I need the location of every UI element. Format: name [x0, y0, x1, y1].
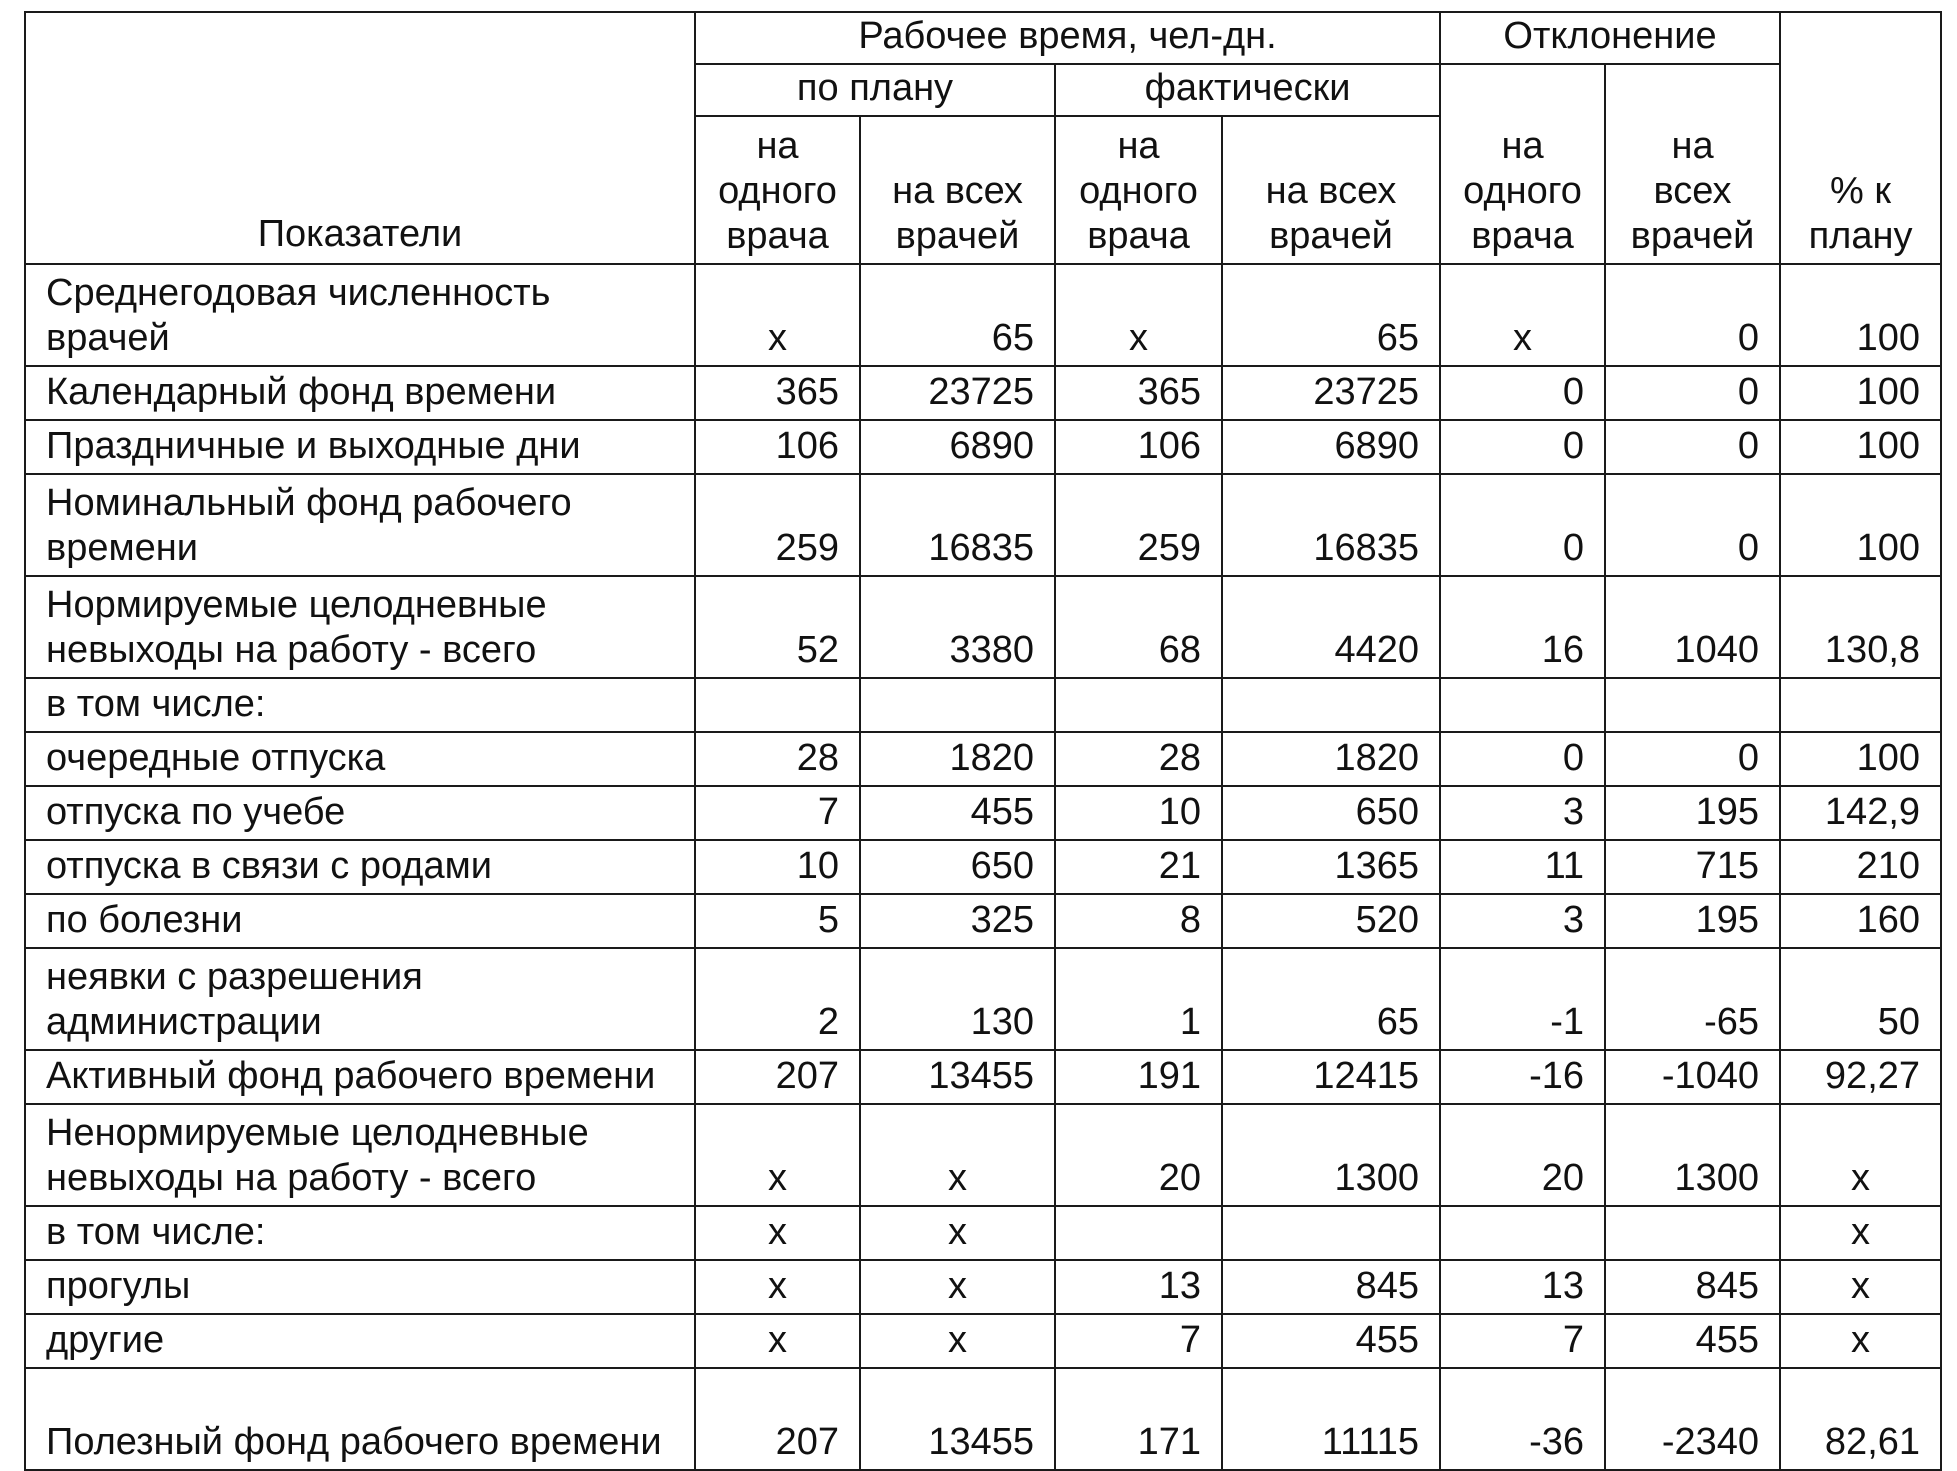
fact-all-doctors-cell: 11115: [1222, 1368, 1440, 1470]
plan-all-doctors-cell: 16835: [860, 474, 1055, 576]
dev-per-doctor-cell: 0: [1440, 474, 1605, 576]
table-row: [25, 1206, 1941, 1260]
dev-per-doctor-cell: 7: [1440, 1314, 1605, 1368]
dev-all-doctors-cell: 455: [1605, 1314, 1780, 1368]
dev-all-doctors-cell: [1605, 1206, 1780, 1260]
indicator-label: в том числе:: [25, 1206, 695, 1260]
plan-per-doctor-cell: 365: [695, 366, 860, 420]
fact-per-doctor-cell: 28: [1055, 732, 1222, 786]
table-header: [25, 12, 1941, 264]
indicator-label: Номинальный фонд рабочего времени: [25, 474, 695, 576]
dev-per-doctor-cell: 3: [1440, 786, 1605, 840]
table-row: [25, 1368, 1941, 1470]
pct-plan-cell: 100: [1780, 366, 1941, 420]
dev-all-doctors-cell: [1605, 678, 1780, 732]
plan-all-doctors-cell: 325: [860, 894, 1055, 948]
table-row: [25, 732, 1941, 786]
dev-all-doctors-cell: 0: [1605, 732, 1780, 786]
fact-per-doctor-cell: 10: [1055, 786, 1222, 840]
plan-all-doctors-cell: x: [860, 1104, 1055, 1206]
fact-per-doctor-cell: 68: [1055, 576, 1222, 678]
fact-all-doctors-cell: 12415: [1222, 1050, 1440, 1104]
plan-all-doctors-cell: 65: [860, 264, 1055, 366]
table-row: [25, 264, 1941, 366]
dev-per-doctor-cell: 11: [1440, 840, 1605, 894]
table-row: [25, 948, 1941, 1050]
fact-per-doctor-cell: 191: [1055, 1050, 1222, 1104]
plan-all-doctors-cell: [860, 678, 1055, 732]
pct-plan-cell: 92,27: [1780, 1050, 1941, 1104]
fact-all-doctors-cell: 65: [1222, 264, 1440, 366]
dev-per-doctor-cell: 3: [1440, 894, 1605, 948]
plan-all-doctors-cell: x: [860, 1314, 1055, 1368]
pct-plan-cell: 100: [1780, 264, 1941, 366]
fact-all-doctors-cell: 6890: [1222, 420, 1440, 474]
fact-all-doctors-cell: 4420: [1222, 576, 1440, 678]
fact-per-doctor-cell: 365: [1055, 366, 1222, 420]
dev-per-doctor-cell: [1440, 678, 1605, 732]
working-time-table: [24, 11, 1942, 1471]
dev-all-doctors-cell: -65: [1605, 948, 1780, 1050]
table-row: [25, 420, 1941, 474]
plan-per-doctor-cell: 10: [695, 840, 860, 894]
plan-all-doctors-cell: 23725: [860, 366, 1055, 420]
header-pct-plan: % к плану: [1780, 12, 1941, 264]
fact-all-doctors-cell: 1300: [1222, 1104, 1440, 1206]
plan-per-doctor-cell: 207: [695, 1050, 860, 1104]
plan-per-doctor-cell: 52: [695, 576, 860, 678]
pct-plan-cell: 82,61: [1780, 1368, 1941, 1470]
table-row: [25, 576, 1941, 678]
header-dev-all-doctors: на всех врачей: [1605, 64, 1780, 264]
fact-all-doctors-cell: 1820: [1222, 732, 1440, 786]
dev-all-doctors-cell: 1300: [1605, 1104, 1780, 1206]
fact-per-doctor-cell: [1055, 1206, 1222, 1260]
plan-per-doctor-cell: x: [695, 1260, 860, 1314]
fact-per-doctor-cell: 1: [1055, 948, 1222, 1050]
pct-plan-cell: x: [1780, 1104, 1941, 1206]
fact-all-doctors-cell: 1365: [1222, 840, 1440, 894]
indicator-label: прогулы: [25, 1260, 695, 1314]
indicator-label: Активный фонд рабочего времени: [25, 1050, 695, 1104]
pct-plan-cell: [1780, 678, 1941, 732]
dev-per-doctor-cell: -16: [1440, 1050, 1605, 1104]
dev-per-doctor-cell: 13: [1440, 1260, 1605, 1314]
pct-plan-cell: 160: [1780, 894, 1941, 948]
plan-per-doctor-cell: 7: [695, 786, 860, 840]
dev-per-doctor-cell: x: [1440, 264, 1605, 366]
plan-all-doctors-cell: 455: [860, 786, 1055, 840]
pct-plan-cell: x: [1780, 1206, 1941, 1260]
indicator-label: очередные отпуска: [25, 732, 695, 786]
indicator-label: отпуска в связи с родами: [25, 840, 695, 894]
header-deviation: Отклонение: [1440, 12, 1780, 64]
header-plan-all-doctors: на всех врачей: [860, 116, 1055, 264]
plan-all-doctors-cell: 13455: [860, 1050, 1055, 1104]
header-dev-per-doctor: на одного врача: [1440, 64, 1605, 264]
table-body: [25, 264, 1941, 1470]
dev-all-doctors-cell: 195: [1605, 894, 1780, 948]
dev-all-doctors-cell: 0: [1605, 264, 1780, 366]
header-fact-per-doctor: на одного врача: [1055, 116, 1222, 264]
plan-per-doctor-cell: 259: [695, 474, 860, 576]
dev-all-doctors-cell: -1040: [1605, 1050, 1780, 1104]
fact-per-doctor-cell: 7: [1055, 1314, 1222, 1368]
indicator-label: Праздничные и выходные дни: [25, 420, 695, 474]
header-by-plan: по плану: [695, 64, 1055, 116]
fact-all-doctors-cell: 520: [1222, 894, 1440, 948]
fact-per-doctor-cell: 259: [1055, 474, 1222, 576]
plan-per-doctor-cell: x: [695, 1314, 860, 1368]
header-plan-per-doctor: на одного врача: [695, 116, 860, 264]
dev-per-doctor-cell: 0: [1440, 420, 1605, 474]
fact-per-doctor-cell: 21: [1055, 840, 1222, 894]
plan-per-doctor-cell: x: [695, 1206, 860, 1260]
fact-all-doctors-cell: 65: [1222, 948, 1440, 1050]
header-fact-all-doctors: на всех врачей: [1222, 116, 1440, 264]
table-row: [25, 474, 1941, 576]
dev-all-doctors-cell: 715: [1605, 840, 1780, 894]
table-row: [25, 786, 1941, 840]
dev-all-doctors-cell: 1040: [1605, 576, 1780, 678]
fact-per-doctor-cell: 8: [1055, 894, 1222, 948]
table-row: [25, 894, 1941, 948]
indicator-label: отпуска по учебе: [25, 786, 695, 840]
header-work-time: Рабочее время, чел-дн.: [695, 12, 1440, 64]
dev-all-doctors-cell: 195: [1605, 786, 1780, 840]
dev-per-doctor-cell: -1: [1440, 948, 1605, 1050]
indicator-label: Календарный фонд времени: [25, 366, 695, 420]
indicator-label: Ненормируемые целодневные невыходы на работу - всего: [25, 1104, 695, 1206]
fact-all-doctors-cell: [1222, 678, 1440, 732]
table-row: [25, 1104, 1941, 1206]
dev-per-doctor-cell: 0: [1440, 366, 1605, 420]
plan-per-doctor-cell: x: [695, 1104, 860, 1206]
table-row: [25, 678, 1941, 732]
indicator-label: в том числе:: [25, 678, 695, 732]
pct-plan-cell: x: [1780, 1260, 1941, 1314]
pct-plan-cell: 100: [1780, 474, 1941, 576]
fact-per-doctor-cell: x: [1055, 264, 1222, 366]
plan-per-doctor-cell: 5: [695, 894, 860, 948]
indicator-label: по болезни: [25, 894, 695, 948]
plan-per-doctor-cell: [695, 678, 860, 732]
indicator-label: Полезный фонд рабочего времени: [25, 1368, 695, 1470]
plan-per-doctor-cell: 106: [695, 420, 860, 474]
dev-all-doctors-cell: 0: [1605, 366, 1780, 420]
dev-per-doctor-cell: 0: [1440, 732, 1605, 786]
pct-plan-cell: 100: [1780, 732, 1941, 786]
plan-per-doctor-cell: x: [695, 264, 860, 366]
fact-all-doctors-cell: 650: [1222, 786, 1440, 840]
pct-plan-cell: 210: [1780, 840, 1941, 894]
plan-per-doctor-cell: 2: [695, 948, 860, 1050]
fact-per-doctor-cell: [1055, 678, 1222, 732]
table-row: [25, 840, 1941, 894]
table-row: [25, 366, 1941, 420]
plan-all-doctors-cell: 130: [860, 948, 1055, 1050]
plan-all-doctors-cell: x: [860, 1260, 1055, 1314]
pct-plan-cell: 100: [1780, 420, 1941, 474]
fact-all-doctors-cell: 845: [1222, 1260, 1440, 1314]
dev-all-doctors-cell: 0: [1605, 474, 1780, 576]
plan-all-doctors-cell: x: [860, 1206, 1055, 1260]
plan-per-doctor-cell: 207: [695, 1368, 860, 1470]
indicator-label: неявки с разрешения администрации: [25, 948, 695, 1050]
table-row: [25, 1260, 1941, 1314]
plan-all-doctors-cell: 650: [860, 840, 1055, 894]
plan-per-doctor-cell: 28: [695, 732, 860, 786]
plan-all-doctors-cell: 1820: [860, 732, 1055, 786]
pct-plan-cell: 130,8: [1780, 576, 1941, 678]
fact-all-doctors-cell: 455: [1222, 1314, 1440, 1368]
fact-all-doctors-cell: 23725: [1222, 366, 1440, 420]
pct-plan-cell: 50: [1780, 948, 1941, 1050]
fact-per-doctor-cell: 171: [1055, 1368, 1222, 1470]
dev-per-doctor-cell: -36: [1440, 1368, 1605, 1470]
plan-all-doctors-cell: 3380: [860, 576, 1055, 678]
indicator-label: Среднегодовая численность врачей: [25, 264, 695, 366]
dev-all-doctors-cell: -2340: [1605, 1368, 1780, 1470]
dev-all-doctors-cell: 0: [1605, 420, 1780, 474]
pct-plan-cell: x: [1780, 1314, 1941, 1368]
dev-per-doctor-cell: 20: [1440, 1104, 1605, 1206]
header-actual: фактически: [1055, 64, 1440, 116]
fact-all-doctors-cell: 16835: [1222, 474, 1440, 576]
pct-plan-cell: 142,9: [1780, 786, 1941, 840]
table-row: [25, 1314, 1941, 1368]
fact-per-doctor-cell: 20: [1055, 1104, 1222, 1206]
plan-all-doctors-cell: 13455: [860, 1368, 1055, 1470]
header-indicators: Показатели: [25, 12, 695, 264]
dev-per-doctor-cell: [1440, 1206, 1605, 1260]
indicator-label: Нормируемые целодневные невыходы на работу - всего: [25, 576, 695, 678]
dev-all-doctors-cell: 845: [1605, 1260, 1780, 1314]
indicator-label: другие: [25, 1314, 695, 1368]
fact-all-doctors-cell: [1222, 1206, 1440, 1260]
plan-all-doctors-cell: 6890: [860, 420, 1055, 474]
dev-per-doctor-cell: 16: [1440, 576, 1605, 678]
fact-per-doctor-cell: 13: [1055, 1260, 1222, 1314]
fact-per-doctor-cell: 106: [1055, 420, 1222, 474]
table-row: [25, 1050, 1941, 1104]
